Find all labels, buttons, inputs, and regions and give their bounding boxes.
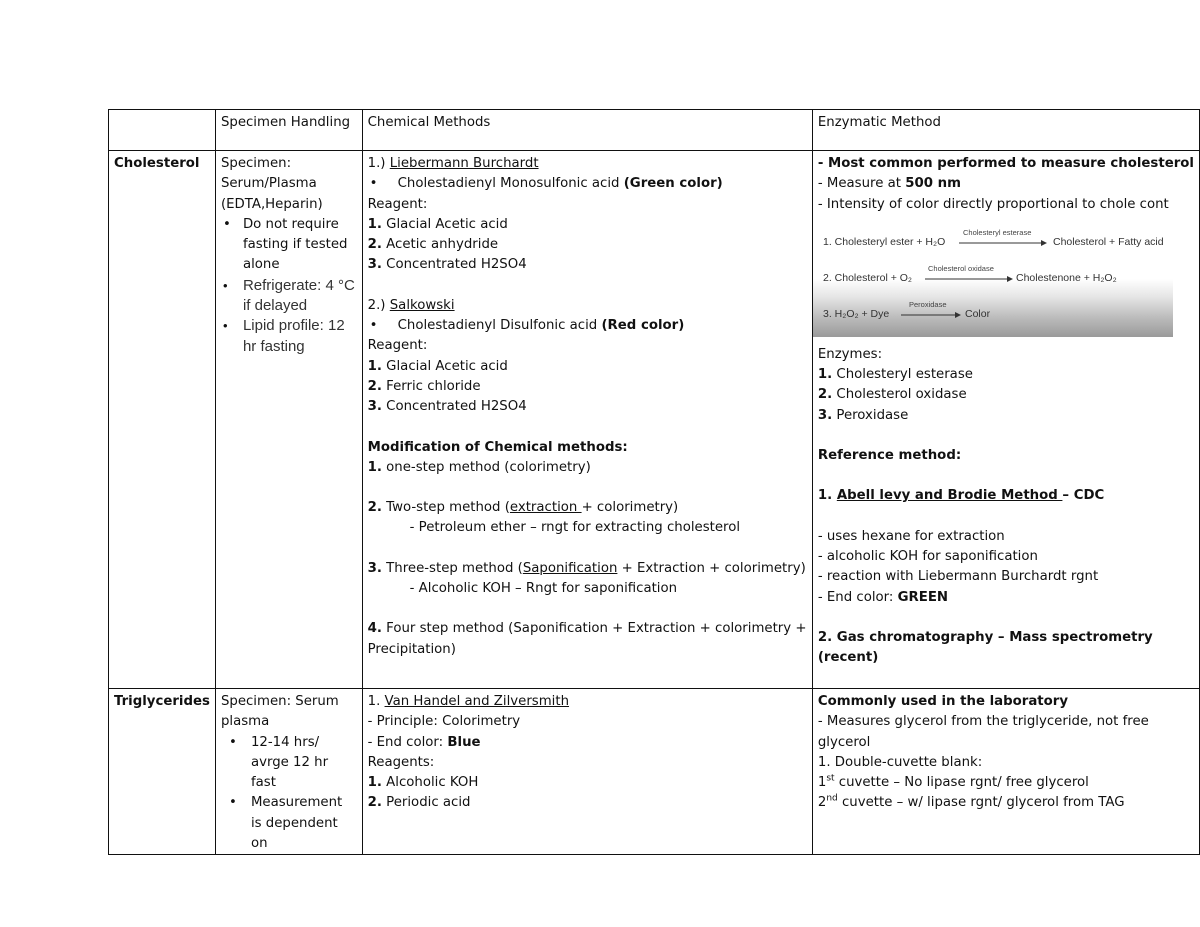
reagents-label: Reagents: [367,754,435,770]
detail-value: Colorimetry [442,714,521,730]
reference-detail: - alcoholic KOH for saponification [817,548,1038,564]
enzymes-label: Enzymes: [817,346,883,362]
reagent-num: 2. [367,795,382,811]
header-blank [109,110,216,151]
spacer [368,478,807,498]
reagent-num: 3. [367,257,382,273]
reagent-item [368,255,807,275]
reagent-item [368,773,807,793]
cholesterol-specimen-cell [215,151,362,689]
reagent-text: Glacial Acetic acid [386,358,508,374]
modification-item [368,619,807,660]
enzyme-item [818,365,1194,385]
reaction-equations [813,219,1173,337]
header-specimen-handling: Specimen Handling [215,110,362,151]
bullet-dot-icon: • [222,277,228,293]
method-number: 2.) [367,297,386,313]
eq2-right: Cholestenone + H₂O₂ [1015,271,1117,284]
eq2-arrowhead-icon [1007,276,1013,282]
ordinal-suffix: nd [826,794,838,805]
reagent-label: Reagent: [367,196,428,212]
modification-item [368,559,807,579]
triglycerides-enzymatic-cell [812,689,1199,855]
spacer [368,599,807,619]
reagent-text: Periodic acid [386,795,471,811]
reference-method-1 [818,486,1194,506]
modification-item [368,498,807,518]
cholesterol-label: Cholesterol [114,156,200,171]
modification-note: - Petroleum ether – rngt for extracting cholesterol [409,520,741,536]
enzymatic-point [818,174,1194,194]
cuvette-text: cuvette – w/ lipase rgnt/ glycerol from TAG [837,795,1125,811]
triglycerides-specimen-cell [215,689,362,855]
triglycerides-name-cell [109,689,216,855]
header-enzymatic-method: Enzymatic Method [812,110,1199,151]
reference-method-2: 2. Gas chromatography – Mass spectrometry (recent) [817,629,1153,666]
reagent-text: Ferric chloride [386,378,481,394]
eq1-arrowhead-icon [1041,240,1047,246]
wavelength: 500 nm [905,176,961,192]
mod-num: 1. [367,459,382,475]
detail-text: - End color: [817,589,898,605]
enzymatic-point: - Measures glycerol from the triglyceride, not free glycerol [817,714,1149,750]
triglycerides-row [109,689,1200,855]
enzyme-num: 3. [817,407,833,423]
mod-text: Three-step method ( [386,560,523,576]
cuvette-item [818,793,1194,813]
method-heading [368,296,807,316]
cholesterol-name-cell [109,151,216,689]
bullet-text: Refrigerate: 4 °C if delayed [242,276,355,315]
ordinal-suffix: st [826,773,835,784]
product-name: Cholestadienyl Disulfonic acid [397,318,598,334]
enzyme-num: 1. [817,367,833,383]
specimen-line: Serum/Plasma [220,176,317,192]
cuvette-item [818,773,1194,793]
bullet-text: Lipid profile: 12 hr fasting [242,317,345,355]
reagent-item [368,377,807,397]
reagent-text: Acetic anhydride [386,237,499,253]
reagent-text: Alcoholic KOH [386,775,479,791]
specimen-bullet [221,215,357,276]
modification-item [368,458,807,478]
product-bullet [368,316,807,336]
method-detail [368,733,807,753]
mod-text: one-step method (colorimetry) [386,459,591,475]
bullet-dot-icon: • [369,318,378,334]
mod-text: Two-step method ( [386,500,510,516]
triglycerides-label: Triglycerides [114,694,210,709]
mod-num: 3. [367,560,382,576]
product-name: Cholestadienyl Monosulfonic acid [397,176,620,192]
triglycerides-chemical-cell [362,689,812,855]
reagent-item [368,215,807,235]
specimen-bullet [221,793,357,854]
bullet-dot-icon: • [228,734,237,750]
reagent-text: Glacial Acetic acid [386,216,508,232]
method-detail [368,712,807,732]
mod-text: + colorimetry) [581,500,679,516]
reference-detail: - uses hexane for extraction [817,528,1005,544]
enzyme-num: 2. [817,387,833,403]
ref-tail: – CDC [1062,488,1105,504]
reagent-label: Reagent: [367,338,428,354]
method-number: 1. [367,694,381,709]
reference-detail: - reaction with Liebermann Burchardt rgnt [817,569,1099,585]
bullet-dot-icon: • [222,216,231,232]
detail-text: - End color: [367,734,448,750]
cuvette-num: 1 [817,775,827,791]
reagent-item [368,397,807,417]
mod-num: 2. [367,500,382,516]
point-text: - Measure at [817,176,906,192]
bullet-text: Do not require fasting if tested alone [242,216,348,273]
spacer [818,507,1194,527]
spacer [818,466,1194,486]
specimen-line: (EDTA,Heparin) [220,196,323,212]
ref-num: 1. [817,488,833,504]
bullet-dot-icon: • [228,795,237,811]
cholesterol-chemical-cell [362,151,812,689]
eq2-enzyme: Cholesterol oxidase [927,263,994,273]
spacer [818,426,1194,446]
method-number: 1.) [367,156,386,171]
reference-method-label: Reference method: [817,448,962,464]
enzymatic-point: Commonly used in the laboratory [817,694,1069,709]
reagent-num: 2. [367,378,382,394]
reagent-num: 3. [367,399,382,415]
reagent-num: 1. [367,216,382,232]
reaction-scheme-image [813,219,1173,337]
bullet-text: Measurement is dependent on [250,795,343,852]
end-color: GREEN [897,589,949,605]
method-heading [368,154,807,174]
mod-text: + Extraction + colorimetry) [617,560,806,576]
mod-num: 4. [367,621,382,637]
bullet-dot-icon: • [222,318,228,334]
spacer [368,418,807,438]
reagent-text: Concentrated H2SO4 [386,399,527,415]
enzymatic-point: - Most common performed to measure cholesterol [817,156,1194,171]
bullet-text: 12-14 hrs/ avrge 12 hr fast [250,734,329,791]
spacer [818,608,1194,628]
detail-value: Blue [447,734,481,750]
modification-note: - Alcoholic KOH – Rngt for saponification [409,581,678,597]
reagent-num: 1. [367,358,382,374]
method-name: Liebermann Burchardt [389,156,539,171]
reagent-item [368,793,807,813]
method-name: Van Handel and Zilversmith [384,694,570,709]
method-name: Salkowski [389,297,455,313]
bullet-dot-icon: • [369,176,378,192]
lipid-methods-table [108,109,1200,855]
spacer [368,539,807,559]
product-color: (Green color) [623,176,723,192]
reagent-text: Concentrated H2SO4 [386,257,527,273]
eq1-left: 1. Cholesteryl ester + H₂O [822,235,946,248]
cuvette-text: cuvette – No lipase rgnt/ free glycerol [834,775,1089,791]
cholesterol-row [109,151,1200,689]
mod-underlined: extraction [509,500,582,516]
enzyme-text: Peroxidase [836,407,909,423]
specimen-line: Specimen: [220,156,292,171]
method-heading [368,692,807,712]
specimen-bullet [221,276,357,317]
cuvette-num: 2 [817,795,827,811]
product-color: (Red color) [601,318,685,334]
detail-text: - Principle: [367,714,443,730]
reference-detail [818,588,1194,608]
header-chemical-methods: Chemical Methods [362,110,812,151]
eq3-enzyme: Peroxidase [908,299,947,309]
enzyme-item [818,406,1194,426]
product-bullet [368,174,807,194]
reagent-num: 1. [367,775,382,791]
enzyme-item [818,385,1194,405]
enzyme-text: Cholesteryl esterase [836,367,973,383]
eq1-enzyme: Cholesteryl esterase [962,227,1032,237]
eq3-left: 3. H₂O₂ + Dye [822,307,890,320]
enzyme-text: Cholesterol oxidase [836,387,967,403]
reagent-item [368,357,807,377]
eq1-right: Cholesterol + Fatty acid [1052,235,1164,248]
modification-title: Modification of Chemical methods: [367,439,628,455]
ref-name: Abell levy and Brodie Method [836,488,1063,504]
reagent-item [368,235,807,255]
eq2-left: 2. Cholesterol + O₂ [822,271,912,284]
enzymatic-point: - Intensity of color directly proportional to chole cont [817,196,1169,212]
mod-text: Four step method (Saponification + Extraction + colorimetry + Precipitation) [367,621,807,657]
specimen-bullet [221,733,357,794]
header-row [109,110,1200,151]
reagent-num: 2. [367,237,382,253]
mod-underlined: Saponification [522,560,618,576]
spacer [368,276,807,296]
eq3-arrowhead-icon [955,312,961,318]
specimen-line: Specimen: Serum plasma [220,694,339,730]
cholesterol-enzymatic-cell [812,151,1199,689]
enzymatic-point: 1. Double-cuvette blank: [817,754,983,770]
specimen-bullet [221,316,357,357]
eq3-right: Color [964,307,990,320]
